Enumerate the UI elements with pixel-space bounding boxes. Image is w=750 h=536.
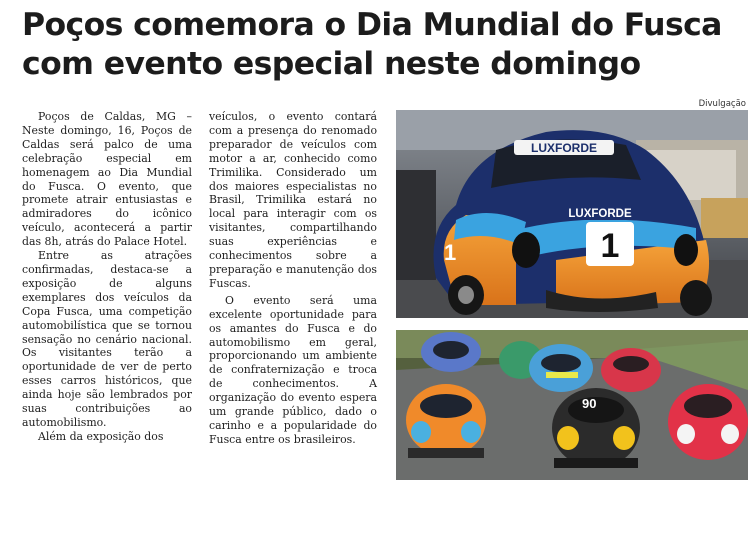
race-fusca-illustration [396, 110, 748, 318]
race-pack-illustration [396, 330, 748, 480]
article-column-2 [209, 110, 377, 447]
headline-line-1: Poços comemora o Dia Mundial do Fusca [22, 7, 722, 43]
car-number: 1 [600, 227, 620, 265]
photo-copa-fusca-race [396, 330, 748, 480]
hood-logo-text: LUXFORDE [568, 208, 632, 220]
paragraph-continued: Além da exposição dos [38, 429, 164, 443]
door-number: 1 [444, 240, 457, 265]
paragraph-trimilika: veículos, o evento contará com a presença do renomado preparador de veículos com motor a ar, conhecido como Trimilika. Considerado um dos maiores especialistas no Brasil, Trimilika estará no local para interagir com os visitantes, compartilhando suas experiências e conhecimentos sobre a preparação e manutenção dos Fuscas. [209, 110, 377, 290]
lead-car-number: 90 [582, 396, 597, 411]
paragraph-closing: O evento será uma excelente oportunidade para os amantes do Fusca e do automobilismo em geral, proporcionando um ambiente de confraternização e troca de conhecimentos. A organização do evento espera um grande público, dado o carinho e a popularidade do Fusca entre os brasileiros. [209, 293, 377, 446]
headline [22, 6, 742, 84]
sponsor-banner-text: LUXFORDE [531, 141, 597, 155]
paragraph-intro: Poços de Caldas, MG – Neste domingo, 16, Poços de Caldas será palco de uma celebração especial em homenagem ao Dia Mundial do Fusca. O evento, que promete atrair entusiastas e admiradores do icônico veículo, acontecerá a partir das 8h, atrás do Palace Hotel. [22, 110, 192, 249]
headline-line-2: com evento especial neste domingo [22, 46, 641, 82]
photo-race-fusca [396, 110, 748, 318]
paragraph-attractions: Entre as atrações confirmadas, destaca-se a exposição de alguns exemplares dos veículos da Copa Fusca, uma competição automobilística que se tornou sensação no cenário nacional. Os visitantes terão a oportunidade de ver de perto esses carros históricos, que ainda hoje são lembrados por suas contribuições ao automobilismo. [22, 249, 192, 429]
article-column-1 [22, 110, 192, 444]
photo-credit: Divulgação [698, 99, 746, 109]
